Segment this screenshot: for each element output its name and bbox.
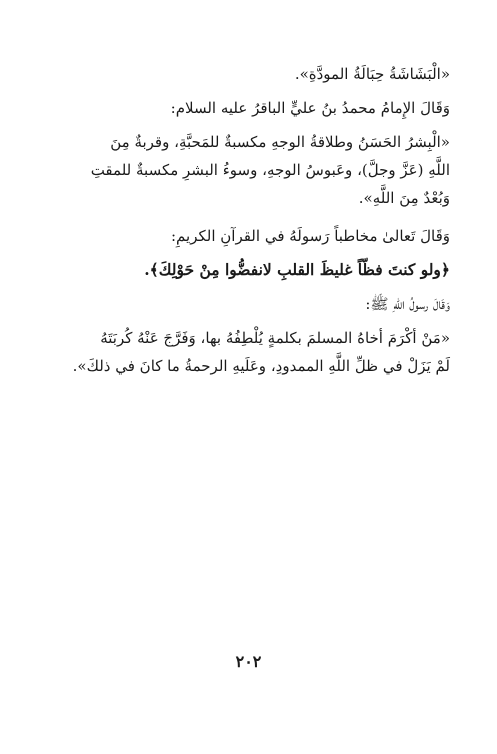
attribution-imam-baqir: وَقَالَ الإِمامُ محمدُ بنُ عليٍّ الباقرُ عليه السلام: <box>170 99 450 117</box>
quote-prophet-line-1: «مَنْ أكْرَمَ أخاهُ المسلمَ بكلمةٍ يُلْطِفُهُ بها، وَفَرَّجَ عَنْهُ كُربَتَهُ <box>100 329 450 347</box>
page-number: ٢٠٢ <box>235 652 262 671</box>
quote-prophet-line-2: لَمْ يَزَلْ في ظلِّ اللَّهِ الممدودِ، وعَلَيهِ الرحمةُ ما كانَ في ذلكَ». <box>72 357 450 375</box>
quote-cheerfulness: «الْبَشَاشَةُ حِبَالَةُ المودَّةِ». <box>294 65 450 83</box>
page-body <box>50 60 450 380</box>
attribution-prophet: وَقَالَ رسولُ اللهِ ﷺ: <box>365 295 450 313</box>
attribution-quran: وَقَالَ تَعالىٰ مخاطباً رَسولَهُ في القرآنِ الكريمِ: <box>170 227 450 245</box>
quran-verse: ﴿ولو كنتَ فظّاً غليظَ القلبِ لانفضُّوا مِنْ حَوْلِكَ﴾. <box>144 260 450 279</box>
quote-baqir-line-2: اللَّهِ (عَزَّ وجلَّ)، وعَبوسُ الوجهِ، وسوءُ البشرِ مكسبةٌ للمقتِ <box>90 161 450 179</box>
quote-baqir-line-3: وَبُعْدٌ مِنَ اللَّهِ». <box>358 189 450 207</box>
quote-baqir-line-1: «الْبِشرُ الحَسَنُ وطلاقةُ الوجهِ مكسبةٌ للمَحبَّةِ، وقربةٌ مِنَ <box>110 133 450 151</box>
